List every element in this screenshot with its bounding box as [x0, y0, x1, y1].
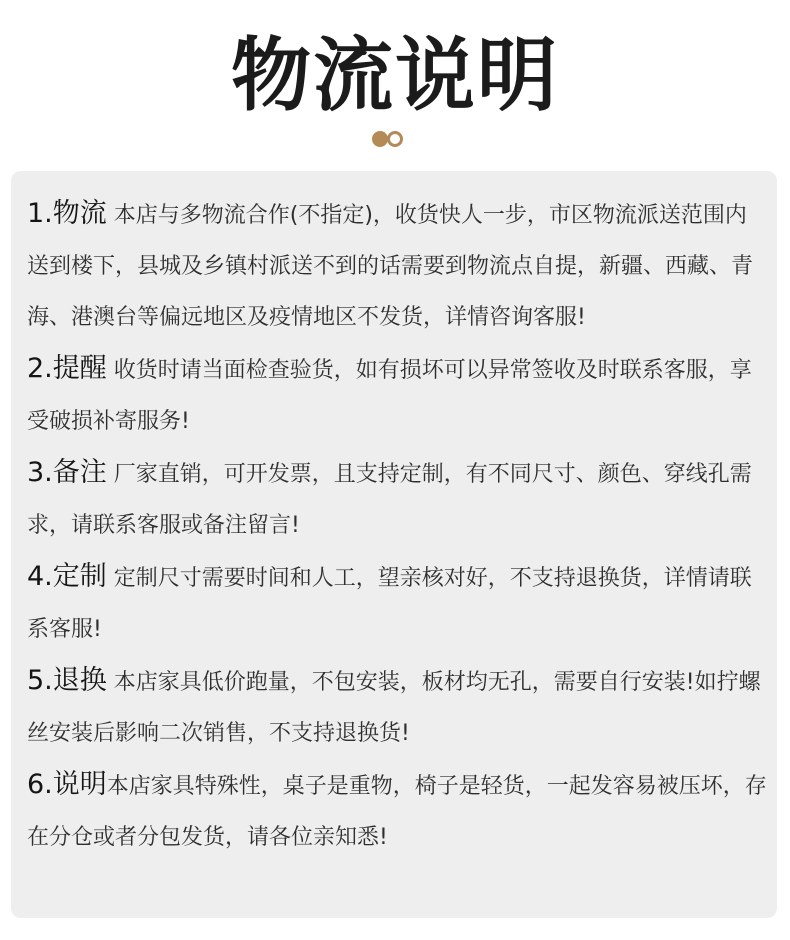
section-text: 定制尺寸需要时间和人工，望亲核对好，不支持退换货，详情请联系客服! [27, 566, 752, 642]
section-text: 本店家具特殊性，桌子是重物，椅子是轻货，一起发容易被压坏，存在分仓或者分包发货，请各位亲知悉! [27, 774, 767, 850]
section-heading: 2.提醒 [27, 353, 107, 384]
section-heading: 5.退换 [27, 665, 107, 696]
title-decoration [372, 130, 412, 148]
section-customization [27, 551, 767, 655]
section-text: 收货时请当面检查验货，如有损坏可以异常签收及时联系客服，享受破损补寄服务! [27, 358, 752, 434]
section-note [27, 447, 767, 551]
page-title: 物流说明 [231, 29, 559, 122]
section-explanation [27, 759, 767, 863]
filled-dot-icon [372, 131, 388, 147]
section-text: 本店与多物流合作(不指定)，收货快人一步，市区物流派送范围内送到楼下，县城及乡镇村派送不到的话需要到物流点自提，新疆、西藏、青海、港澳台等偏远地区及疫情地区不发货，详情咨询客服! [27, 203, 754, 330]
section-text: 本店家具低价跑量，不包安装，板材均无孔，需要自行安装!如拧螺丝安装后影响二次销售，不支持退换货! [27, 670, 761, 746]
section-heading: 6.说明 [27, 769, 107, 800]
section-heading: 3.备注 [27, 457, 107, 488]
section-returns [27, 655, 767, 759]
section-heading: 1.物流 [27, 198, 107, 229]
info-content [27, 188, 767, 863]
section-heading: 4.定制 [27, 561, 107, 592]
outline-dot-icon [387, 131, 403, 147]
section-reminder [27, 343, 767, 447]
section-text: 厂家直销，可开发票，且支持定制，有不同尺寸、颜色、穿线孔需求，请联系客服或备注留言! [27, 462, 752, 538]
section-logistics [27, 188, 767, 343]
